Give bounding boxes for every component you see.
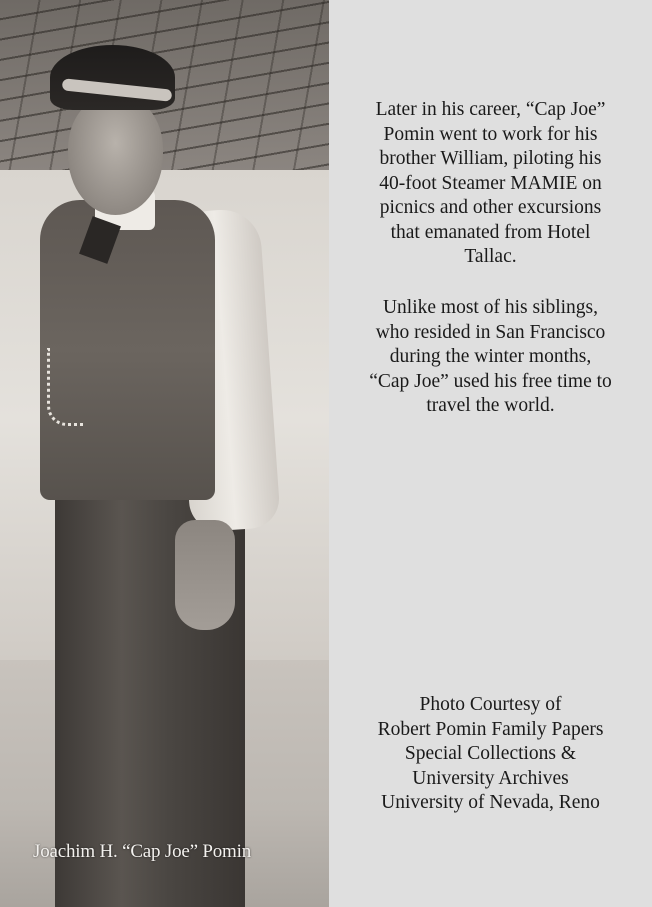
- text-line: Unlike most of his siblings,: [382, 297, 599, 318]
- text-line: brother William, piloting his: [379, 148, 602, 169]
- text-line: picnics and other excursions: [379, 197, 602, 218]
- credit-line: Special Collections &: [404, 743, 577, 764]
- figure-hand: [175, 520, 235, 630]
- text-line: during the winter months,: [389, 346, 592, 367]
- watch-chain: [47, 348, 84, 426]
- paragraph-career: [329, 98, 652, 270]
- text-line: Later in his career, “Cap Joe”: [375, 99, 606, 120]
- credit-line: University Archives: [412, 767, 569, 789]
- text-line: travel the world.: [426, 395, 555, 416]
- credit-line: Photo Courtesy of: [419, 694, 562, 715]
- text-line: who resided in San Francisco: [375, 321, 606, 343]
- text-panel: [329, 0, 652, 907]
- figure-head: [68, 95, 163, 215]
- credit-line: University of Nevada, Reno: [381, 792, 600, 813]
- text-line: Tallac.: [464, 246, 517, 267]
- photo-caption: Joachim H. “Cap Joe” Pomin: [33, 841, 252, 862]
- text-line: that emanated from Hotel: [390, 221, 591, 243]
- text-line: “Cap Joe” used his free time to: [369, 370, 612, 392]
- paragraph-travel: [329, 296, 652, 419]
- text-line: Pomin went to work for his: [383, 123, 598, 145]
- text-line: 40-foot Steamer MAMIE on: [379, 172, 602, 194]
- photo-credit: [329, 693, 652, 816]
- credit-line: Robert Pomin Family Papers: [377, 718, 604, 740]
